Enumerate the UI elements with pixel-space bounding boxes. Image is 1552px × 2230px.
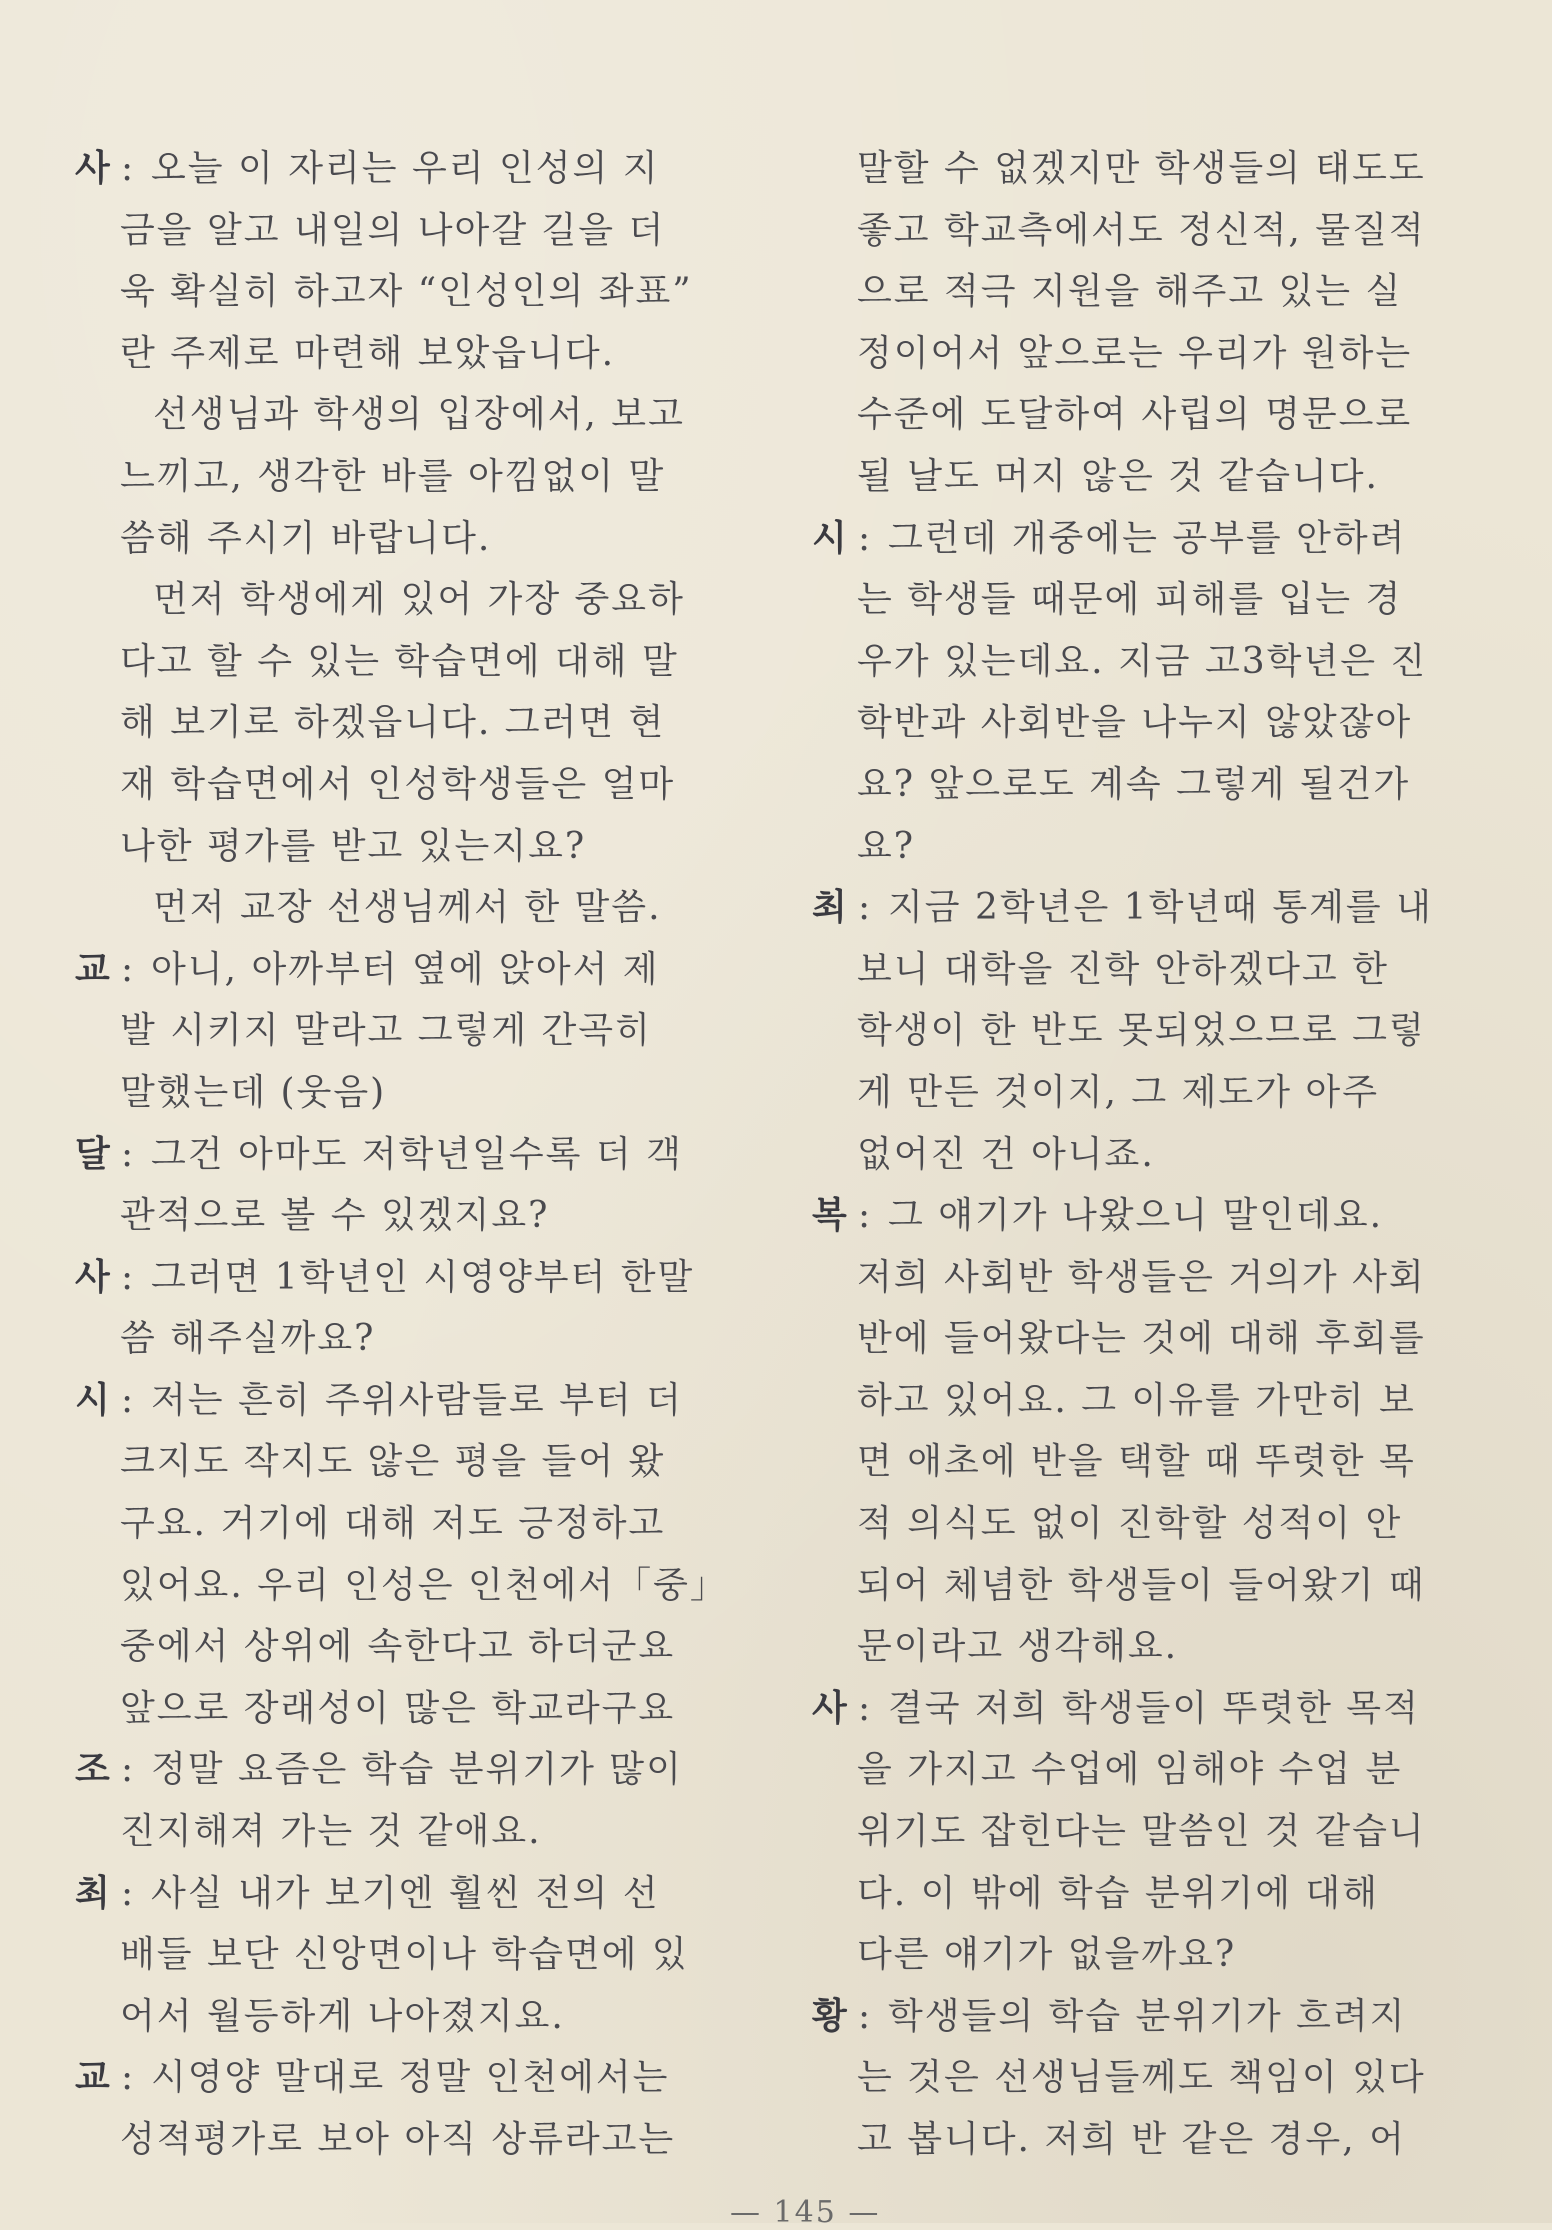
- text-line: 고 봅니다. 저희 반 같은 경우, 어: [857, 2119, 1406, 2160]
- paragraph: [812, 877, 1477, 1185]
- text-line: 느끼고, 생각한 바를 아낌없이 말: [120, 455, 666, 497]
- text-line: 진지해져 가는 것 같애요.: [120, 1811, 542, 1853]
- text-line: 어서 월등하게 나아졌지요.: [120, 1995, 565, 2037]
- paragraph: [812, 508, 1477, 878]
- speaker-label: 시: [812, 516, 847, 559]
- paragraph: [812, 138, 1477, 508]
- speaker-colon: :: [858, 1687, 871, 1729]
- speaker-colon: :: [121, 948, 134, 990]
- text-line: 그건 아마도 저학년일수록 더 객: [151, 1133, 683, 1175]
- text-line: 문이라고 생각해요.: [857, 1626, 1179, 1668]
- speaker-colon: :: [121, 1749, 134, 1791]
- speaker-colon: :: [121, 148, 134, 189]
- text-line: 말할 수 없겠지만 학생들의 태도도: [857, 148, 1426, 189]
- speaker-label: 조: [75, 1748, 110, 1791]
- page-number: — 145 —: [730, 2195, 881, 2230]
- paragraph: [75, 1247, 735, 1370]
- paragraph: [812, 1986, 1477, 2171]
- speaker-label: 사: [75, 147, 110, 189]
- right-column: [812, 138, 1477, 2171]
- text-line: 결국 저희 학생들이 뚜렷한 목적: [888, 1687, 1420, 1729]
- text-line: 으로 적극 지원을 해주고 있는 실: [857, 271, 1403, 313]
- text-line: 씀 해주실까요?: [120, 1318, 376, 1360]
- text-line: 되어 체념한 학생들이 들어왔기 때: [857, 1564, 1426, 1606]
- text-line: 정이어서 앞으로는 우리가 원하는: [857, 332, 1413, 374]
- text-line: 없어진 건 아니죠.: [857, 1133, 1155, 1175]
- text-line: 는 학생들 때문에 피해를 입는 경: [857, 579, 1403, 621]
- text-line: 오늘 이 자리는 우리 인성의 지: [151, 148, 660, 189]
- text-line: 좋고 학교측에서도 정신적, 물질적: [857, 209, 1426, 251]
- text-line: 욱 확실히 하고자 “인성인의 좌표”: [120, 271, 693, 313]
- text-line: 정말 요즘은 학습 분위기가 많이: [151, 1749, 683, 1791]
- text-line: 우가 있는데요. 지금 고3학년은 진: [857, 640, 1428, 682]
- text-line: 보니 대학을 진학 안하겠다고 한: [857, 948, 1389, 990]
- text-line: 학반과 사회반을 나누지 않았잖아: [857, 702, 1413, 744]
- text-line: 중에서 상위에 속한다고 하더군요: [120, 1626, 676, 1668]
- text-line: 말했는데 (웃음): [120, 1071, 387, 1113]
- text-line: 나한 평가를 받고 있는지요?: [120, 825, 587, 867]
- text-line: 해 보기로 하겠읍니다. 그러면 현: [120, 702, 666, 744]
- text-line: 앞으로 장래성이 많은 학교라구요: [120, 1687, 676, 1729]
- speaker-label: 달: [75, 1132, 110, 1175]
- text-line: 선생님과 학생의 입장에서, 보고: [153, 394, 685, 436]
- speaker-colon: :: [121, 1256, 134, 1298]
- text-line: 금을 알고 내일의 나아갈 길을 더: [120, 209, 666, 251]
- text-line: 학생이 한 반도 못되었으므로 그렇: [857, 1010, 1426, 1052]
- text-line: 구요. 거기에 대해 저도 긍정하고: [120, 1503, 666, 1545]
- text-line: 그런데 개중에는 공부를 안하려: [888, 517, 1407, 559]
- text-line: 반에 들어왔다는 것에 대해 후회를: [857, 1318, 1426, 1360]
- text-line: 면 애초에 반을 택할 때 뚜렷한 목: [857, 1441, 1416, 1483]
- paragraph: [75, 384, 735, 569]
- text-line: 다고 할 수 있는 학습면에 대해 말: [120, 640, 679, 682]
- text-line: 저는 흔히 주위사람들로 부터 더: [151, 1379, 683, 1421]
- speaker-colon: :: [858, 887, 871, 929]
- text-line: 그 얘기가 나왔으니 말인데요.: [888, 1195, 1384, 1237]
- text-line: 시영양 말대로 정말 인천에서는: [151, 2057, 670, 2099]
- text-line: 게 만든 것이지, 그 제도가 아주: [857, 1071, 1379, 1113]
- left-column: [75, 138, 735, 2171]
- text-line: 다른 얘기가 없을까요?: [857, 1934, 1237, 1976]
- speaker-label: 사: [812, 1686, 847, 1729]
- text-line: 관적으로 볼 수 있겠지요?: [120, 1195, 550, 1237]
- text-line: 란 주제로 마련해 보았읍니다.: [120, 332, 616, 374]
- speaker-label: 교: [75, 947, 110, 990]
- paragraph: [75, 1739, 735, 1862]
- speaker-colon: :: [858, 517, 871, 559]
- text-line: 는 것은 선생님들께도 책임이 있다: [857, 2057, 1426, 2099]
- text-line: 적 의식도 없이 진학할 성적이 안: [857, 1503, 1403, 1545]
- text-line: 요? 앞으로도 계속 그렇게 될건가: [857, 763, 1411, 805]
- text-line: 될 날도 머지 않은 것 같습니다.: [857, 455, 1379, 497]
- paragraph: [75, 877, 735, 939]
- speaker-colon: :: [858, 1195, 871, 1237]
- paragraph: [75, 138, 735, 384]
- paragraph: [75, 1124, 735, 1247]
- text-line: 사실 내가 보기엔 훨씬 전의 선: [151, 1872, 660, 1914]
- text-line: 요?: [857, 825, 916, 867]
- text-line: 수준에 도달하여 사립의 명문으로: [857, 394, 1413, 436]
- speaker-colon: :: [858, 1995, 871, 2037]
- text-line: 하고 있어요. 그 이유를 가만히 보: [857, 1379, 1416, 1421]
- paragraph: [75, 939, 735, 1124]
- text-line: 아니, 아까부터 옆에 앉아서 제: [151, 948, 660, 990]
- speaker-colon: :: [121, 1379, 134, 1421]
- speaker-colon: :: [121, 1133, 134, 1175]
- text-line: 발 시키지 말라고 그렇게 간곡히: [120, 1010, 652, 1052]
- speaker-label: 사: [75, 1255, 110, 1298]
- paragraph: [75, 2047, 735, 2170]
- text-line: 크지도 작지도 않은 평을 들어 왔: [120, 1441, 666, 1483]
- paragraph: [75, 1370, 735, 1740]
- text-line: 저희 사회반 학생들은 거의가 사회: [857, 1256, 1426, 1298]
- speaker-colon: :: [121, 2057, 134, 2099]
- text-line: 먼저 교장 선생님께서 한 말씀.: [153, 887, 662, 929]
- text-line: 있어요. 우리 인성은 인천에서「중」: [120, 1564, 728, 1606]
- text-line: 재 학습면에서 인성학생들은 얼마: [120, 763, 676, 805]
- text-line: 위기도 잡힌다는 말씀인 것 같습니: [857, 1811, 1426, 1853]
- text-line: 지금 2학년은 1학년때 통계를 내: [888, 887, 1433, 929]
- text-line: 다. 이 밖에 학습 분위기에 대해: [857, 1872, 1379, 1914]
- text-line: 학생들의 학습 분위기가 흐려지: [888, 1995, 1407, 2037]
- text-line: 성적평가로 보아 아직 상류라고는: [120, 2119, 676, 2160]
- speaker-label: 복: [812, 1194, 847, 1237]
- text-line: 먼저 학생에게 있어 가장 중요하: [153, 579, 685, 621]
- paragraph: [812, 1678, 1477, 1986]
- paragraph: [75, 569, 735, 877]
- speaker-label: 시: [75, 1378, 110, 1421]
- paragraph: [75, 1863, 735, 2048]
- text-line: 을 가지고 수업에 임해야 수업 분: [857, 1749, 1403, 1791]
- speaker-label: 최: [812, 886, 847, 929]
- speaker-label: 황: [812, 1994, 847, 2037]
- paragraph: [812, 1185, 1477, 1678]
- speaker-label: 교: [75, 2056, 110, 2099]
- text-line: 그러면 1학년인 시영양부터 한말: [151, 1256, 695, 1298]
- text-line: 씀해 주시기 바랍니다.: [120, 517, 492, 559]
- speaker-colon: :: [121, 1872, 134, 1914]
- speaker-label: 최: [75, 1871, 110, 1914]
- text-line: 배들 보단 신앙면이나 학습면에 있: [120, 1934, 689, 1976]
